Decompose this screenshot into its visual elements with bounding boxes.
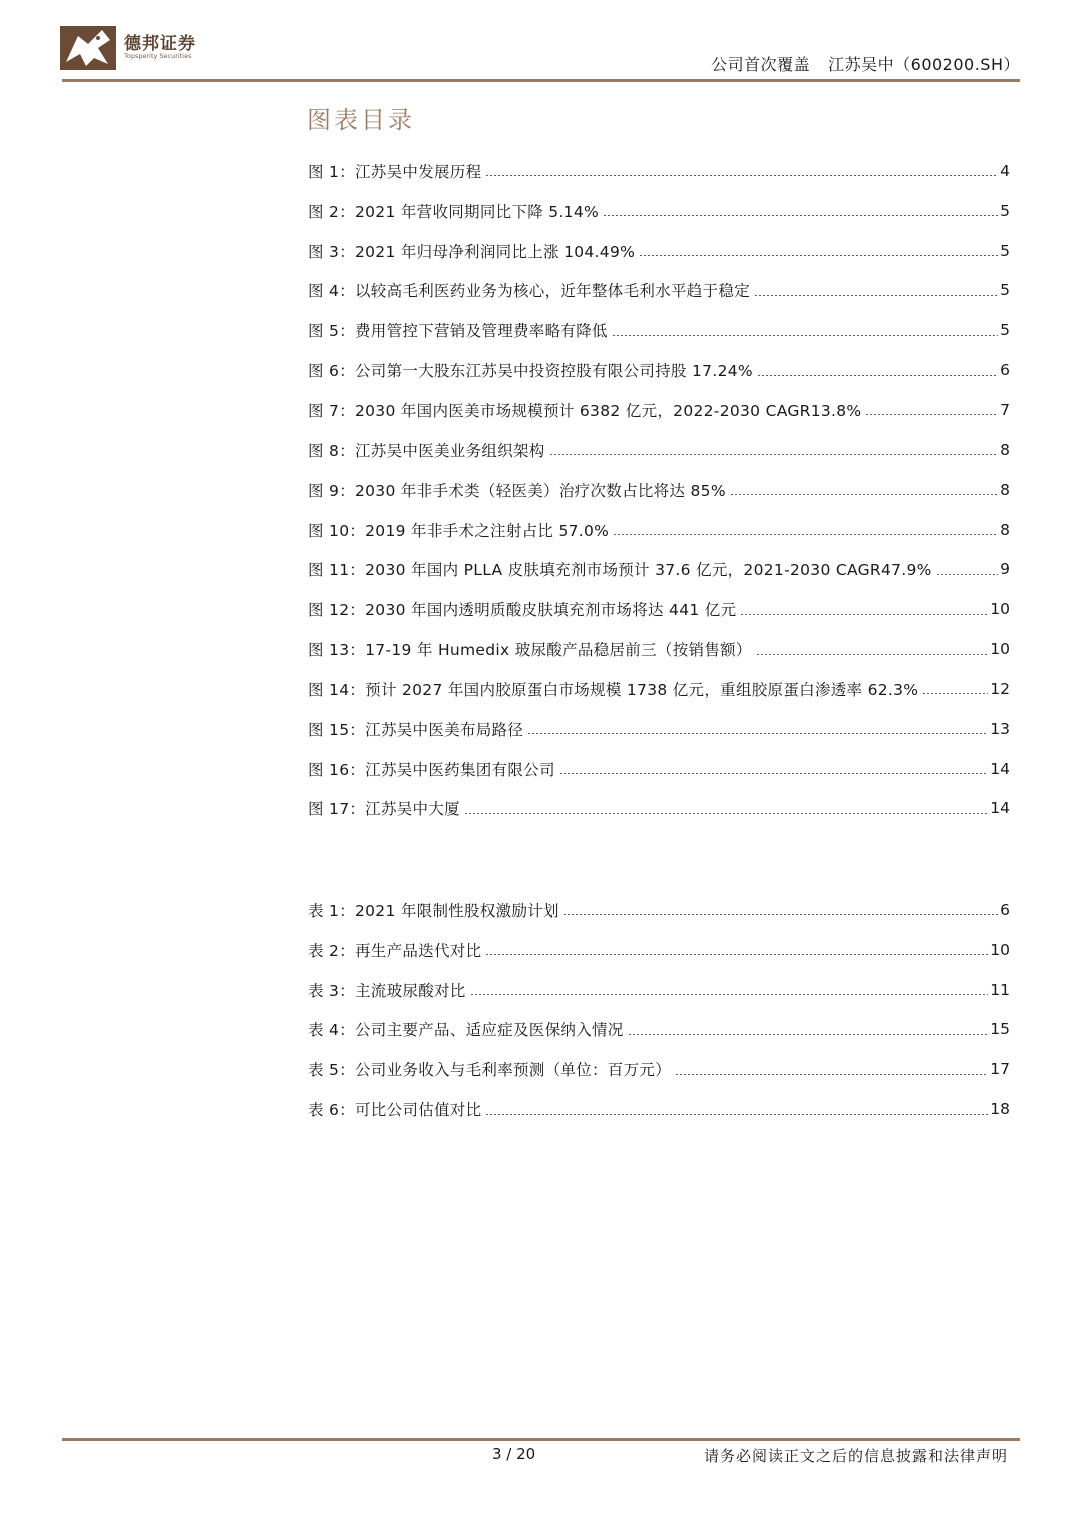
figure-entry-page: 12 (990, 679, 1010, 698)
figure-entry-page: 9 (1000, 560, 1010, 579)
figure-entry[interactable] (308, 629, 1010, 669)
table-entry-page: 17 (990, 1060, 1010, 1079)
footer-divider (62, 1438, 1020, 1441)
figure-entry[interactable] (308, 430, 1010, 470)
dot-leader (740, 614, 988, 615)
table-entry-page: 10 (990, 940, 1010, 959)
figure-entry-page: 8 (1000, 440, 1010, 459)
figure-entry-page: 10 (990, 640, 1010, 659)
dot-leader (675, 1074, 988, 1075)
dot-leader (563, 914, 998, 915)
legal-disclaimer: 请务必阅读正文之后的信息披露和法律声明 (703, 1447, 1008, 1465)
figure-list (308, 151, 1010, 828)
dot-leader (613, 534, 998, 535)
figure-entry[interactable] (308, 589, 1010, 629)
dot-leader (922, 693, 988, 694)
figure-entry-page: 4 (1000, 161, 1010, 180)
table-entry-page: 11 (990, 980, 1010, 999)
figure-entry[interactable] (308, 709, 1010, 749)
dot-leader (527, 733, 988, 734)
report-type: 公司首次覆盖 (711, 55, 811, 74)
figure-entry-label: 图 2：2021 年营收同期同比下降 5.14% (308, 202, 600, 221)
logo-chinese-name: 德邦证券 (124, 34, 196, 54)
figure-entry[interactable] (308, 470, 1010, 510)
figure-entry-label: 图 6：公司第一大股东江苏吴中投资控股有限公司持股 17.24% (308, 362, 753, 381)
figure-entry-label: 图 5：费用管控下营销及管理费率略有降低 (308, 322, 608, 341)
figure-entry-label: 图 7：2030 年国内医美市场规模预计 6382 亿元，2022-2030 CAGR13.8% (308, 401, 862, 420)
figure-entry-page: 5 (1000, 201, 1010, 220)
logo-mark-icon (58, 22, 118, 72)
figure-entry-page: 14 (990, 799, 1010, 818)
report-header (711, 52, 1020, 75)
figure-entry-label: 图 17：江苏吴中大厦 (308, 800, 460, 819)
table-entry-label: 表 1：2021 年限制性股权激励计划 (308, 901, 559, 920)
figure-entry-label: 图 4：以较高毛利医药业务为核心，近年整体毛利水平趋于稳定 (308, 282, 750, 301)
table-list (308, 890, 1010, 1129)
page-number: 3 / 20 (492, 1445, 536, 1463)
figure-entry[interactable] (308, 549, 1010, 589)
table-entry[interactable] (308, 1089, 1010, 1129)
page-title: 图表目录 (307, 106, 415, 134)
table-entry[interactable] (308, 930, 1010, 970)
figure-entry[interactable] (308, 390, 1010, 430)
table-entry-label: 表 5：公司业务收入与毛利率预测（单位：百万元） (308, 1061, 671, 1080)
header-divider (62, 79, 1020, 82)
figure-entry-page: 5 (1000, 241, 1010, 260)
figure-entry-page: 5 (1000, 321, 1010, 340)
dot-leader (612, 335, 998, 336)
table-entry[interactable] (308, 1010, 1010, 1050)
figure-entry-page: 5 (1000, 281, 1010, 300)
dot-leader (865, 414, 998, 415)
figure-entry[interactable] (308, 191, 1010, 231)
dot-leader (730, 494, 998, 495)
company-name: 江苏吴中（600200.SH） (828, 55, 1020, 74)
dot-leader (757, 375, 998, 376)
figure-entry-label: 图 12：2030 年国内透明质酸皮肤填充剂市场将达 441 亿元 (308, 601, 737, 620)
dot-leader (549, 454, 998, 455)
figure-entry[interactable] (308, 350, 1010, 390)
figure-entry-label: 图 13：17-19 年 Humedix 玻尿酸产品稳居前三（按销售额） (308, 641, 752, 660)
figure-entry[interactable] (308, 749, 1010, 789)
table-entry-label: 表 3：主流玻尿酸对比 (308, 981, 466, 1000)
dot-leader (464, 813, 988, 814)
dot-leader (603, 215, 998, 216)
company-logo (58, 22, 218, 74)
table-entry[interactable] (308, 890, 1010, 930)
figure-entry-label: 图 8：江苏吴中医美业务组织架构 (308, 441, 545, 460)
dot-leader (559, 773, 989, 774)
table-entry[interactable] (308, 970, 1010, 1010)
dot-leader (756, 654, 989, 655)
dot-leader (485, 175, 998, 176)
table-entry-page: 15 (990, 1020, 1010, 1039)
figure-entry-label: 图 16：江苏吴中医药集团有限公司 (308, 760, 555, 779)
figure-entry-label: 图 3：2021 年归母净利润同比上涨 104.49% (308, 242, 636, 261)
logo-english-name: Topsperity Securities (124, 52, 192, 60)
figure-entry[interactable] (308, 310, 1010, 350)
figure-entry[interactable] (308, 669, 1010, 709)
table-entry-page: 6 (1000, 900, 1010, 919)
dot-leader (936, 574, 998, 575)
figure-entry-label: 图 11：2030 年国内 PLLA 皮肤填充剂市场预计 37.6 亿元，2021-2030 CAGR47.9% (308, 561, 932, 580)
figure-entry-page: 8 (1000, 480, 1010, 499)
table-entry-label: 表 2：再生产品迭代对比 (308, 941, 482, 960)
table-entry-label: 表 6：可比公司估值对比 (308, 1101, 482, 1120)
figure-entry-label: 图 15：江苏吴中医美布局路径 (308, 720, 524, 739)
figure-entry-label: 图 9：2030 年非手术类（轻医美）治疗次数占比将达 85% (308, 481, 726, 500)
figure-entry-page: 13 (990, 719, 1010, 738)
figure-entry-label: 图 1：江苏吴中发展历程 (308, 162, 482, 181)
table-entry[interactable] (308, 1049, 1010, 1089)
figure-entry-page: 6 (1000, 361, 1010, 380)
figure-entry[interactable] (308, 231, 1010, 271)
figure-entry-page: 7 (1000, 400, 1010, 419)
figure-entry-label: 图 10：2019 年非手术之注射占比 57.0% (308, 521, 610, 540)
table-entry-page: 18 (990, 1100, 1010, 1119)
figure-entry[interactable] (308, 151, 1010, 191)
figure-entry-page: 10 (990, 600, 1010, 619)
dot-leader (470, 994, 989, 995)
figure-entry[interactable] (308, 271, 1010, 311)
dot-leader (485, 1114, 988, 1115)
dot-leader (485, 954, 988, 955)
table-entry-label: 表 4：公司主要产品、适应症及医保纳入情况 (308, 1021, 624, 1040)
dot-leader (639, 255, 998, 256)
figure-entry-page: 8 (1000, 520, 1010, 539)
figure-entry[interactable] (308, 789, 1010, 829)
dot-leader (754, 295, 998, 296)
dot-leader (628, 1034, 989, 1035)
figure-entry[interactable] (308, 510, 1010, 550)
figure-entry-label: 图 14：预计 2027 年国内胶原蛋白市场规模 1738 亿元，重组胶原蛋白渗透率 62.3% (308, 680, 919, 699)
figure-entry-page: 14 (990, 759, 1010, 778)
